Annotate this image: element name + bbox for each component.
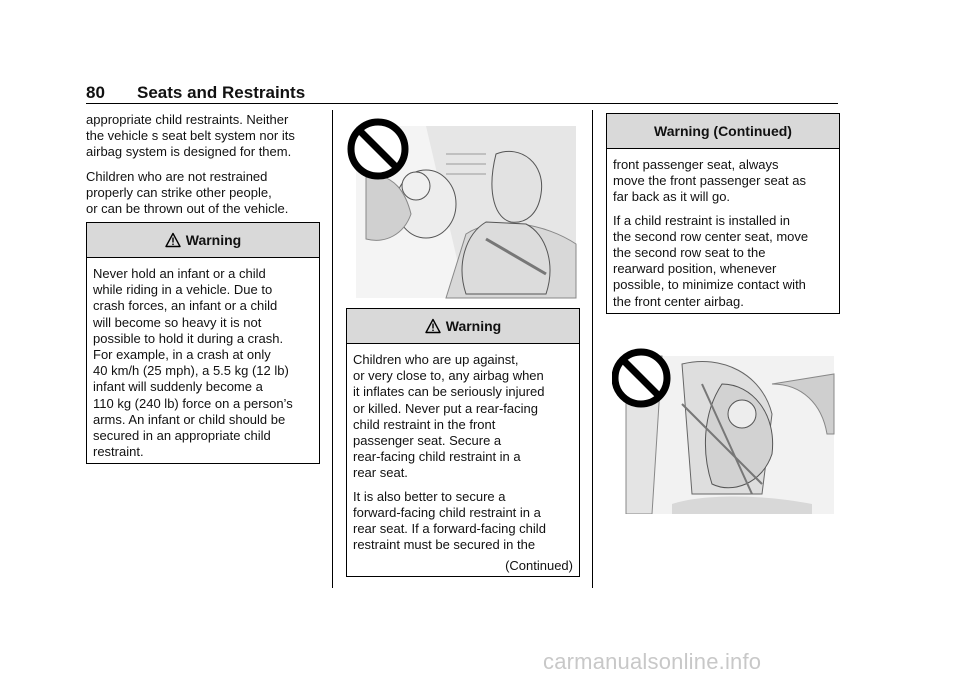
infant-held-airbag-illustration <box>346 114 578 300</box>
warning-text: Children who are up against, or very close to, any airbag when it inflates can be seriously injured or killed. Never put a rear-facing child restraint in the front passenger seat. Secure a rear-facing child restraint in a rear seat. <box>353 352 545 481</box>
column-1-text <box>86 112 322 225</box>
paragraph: Children who are not restrained properly can strike other people, or can be thrown out of the vehicle. <box>86 168 289 217</box>
rear-facing-seat-illustration <box>612 344 836 514</box>
warning-text: front passenger seat, always move the front passenger seat as far back as it will go. <box>613 157 806 205</box>
warning-header <box>87 223 319 258</box>
watermark: carmanualsonline.info <box>543 649 762 674</box>
warning-header <box>607 114 839 149</box>
warning-text: If a child restraint is installed in the second row center seat, move the second row seat to the rearward position, whenever possible, to minimize contact with the front center airbag. <box>613 212 809 309</box>
warning-box-3 <box>606 113 840 314</box>
header-rule <box>86 103 838 104</box>
section-title: Seats and Restraints <box>137 83 306 102</box>
warning-title: Warning (Continued) <box>654 123 792 139</box>
warning-text: It is also better to secure a forward-facing child restraint in a rear seat. If a forward-facing child restraint must be secured in the <box>353 488 546 553</box>
prohibition-icon <box>615 352 667 404</box>
warning-box-2 <box>346 308 580 577</box>
warning-box-1 <box>86 222 320 464</box>
warning-title: Warning <box>445 318 502 334</box>
warning-header <box>347 309 579 344</box>
warning-triangle-icon <box>165 232 181 248</box>
warning-triangle-icon <box>425 318 441 334</box>
page-number: 80 <box>86 83 105 102</box>
warning-text: Never hold an infant or a child while riding in a vehicle. Due to crash forces, an infant or a child will become so heavy it is not possible to hold it during a crash. For example, in a crash at only 40 km/h (25 mph), a 5.5 kg (12 lb) infant will suddenly become a 110 kg (240 lb) force on a person’s arms. An infant or child should be secured in an appropriate child restraint. <box>93 266 293 460</box>
prohibition-icon <box>351 122 405 176</box>
column-divider-1 <box>332 110 333 588</box>
continued-label: (Continued) <box>505 558 573 573</box>
page-header <box>86 83 838 105</box>
paragraph: appropriate child restraints. Neither the vehicle s seat belt system nor its airbag system is designed for them. <box>86 112 295 160</box>
column-divider-2 <box>592 110 593 588</box>
warning-title: Warning <box>185 232 242 248</box>
